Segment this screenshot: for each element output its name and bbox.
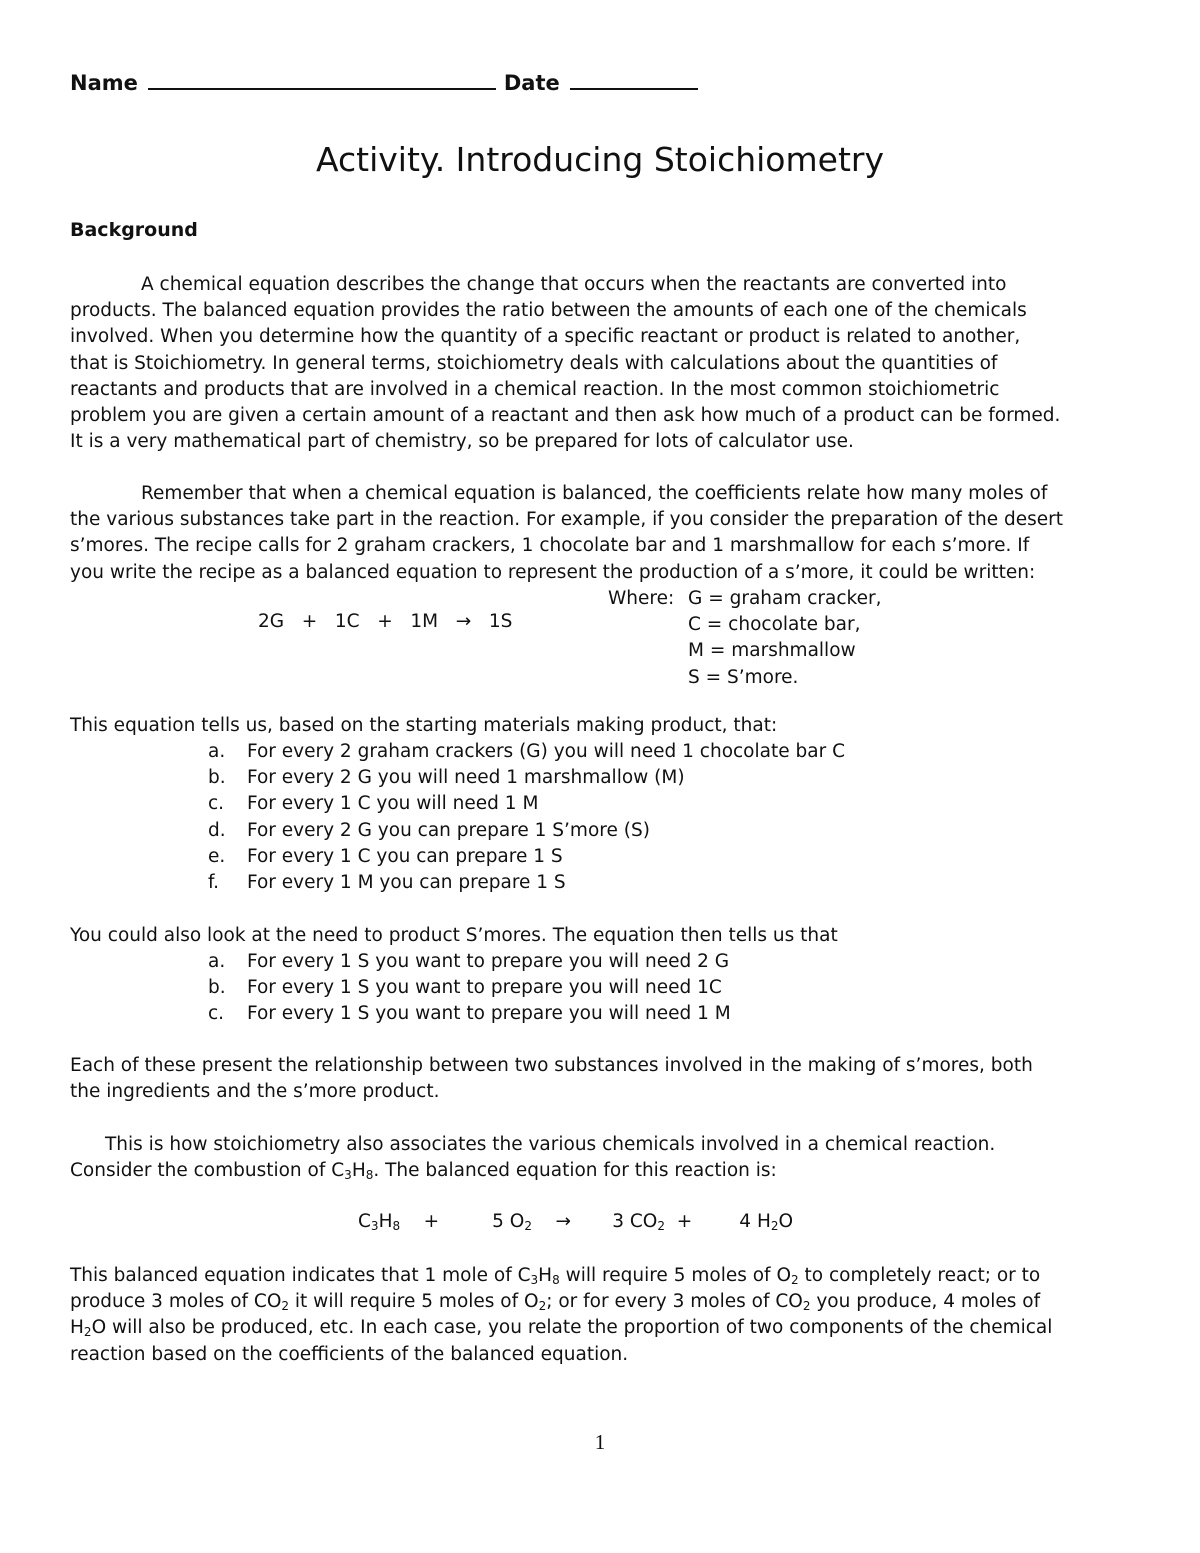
formula-o2: 5 $O_2$	[492, 1211, 532, 1233]
list-item: e. For every 1 C you can prepare 1 S	[208, 845, 563, 867]
date-label: Date	[503, 71, 560, 95]
text-line: A chemical equation describes the change that occurs when the reactants are converted into	[141, 274, 1007, 295]
list-item: c. For every 1 C you will need 1 M	[208, 793, 539, 815]
text-line: the various substances take part in the reaction. For example, if you consider the preparation of the desert	[70, 509, 1064, 531]
formula-c3h8: $C_3H_8$	[358, 1211, 401, 1233]
page-number: 1	[594, 1430, 606, 1454]
list-item: f. For every 1 M you can prepare 1 S	[208, 872, 566, 894]
text-line: that is Stoichiometry. In general terms, stoichiometry deals with calculations about the quantities of	[70, 352, 998, 374]
list-item: b. For every 1 S you want to prepare you will need 1C	[208, 977, 722, 999]
paragraph-smores-example	[70, 481, 1135, 586]
text-line: It is a very mathematical part of chemistry, so be prepared for lots of calculator use.	[70, 431, 854, 453]
paragraph-combustion-intro	[70, 1132, 1135, 1184]
text-line: This is how stoichiometry also associates the various chemicals involved in a chemical reaction.	[105, 1134, 996, 1155]
definition-item: S = S’more.	[688, 666, 799, 688]
section-heading-background: Background	[70, 219, 198, 241]
list-product-ratios	[208, 949, 731, 1028]
list-ingredient-ratios	[208, 739, 845, 896]
text-line: you write the recipe as a balanced equation to represent the production of a s’more, it could be written:	[70, 561, 1036, 583]
definition-item: C = chocolate bar,	[688, 614, 861, 636]
text-line: involved. When you determine how the quantity of a specific reactant or product is related to another,	[70, 326, 1021, 348]
text-line: produce 3 moles of $CO_2$ it will require 5 moles of $O_2$; or for every 3 moles of $CO_2$ you produce, 4 moles of	[70, 1291, 1041, 1314]
definition-item: M = marshmallow	[688, 640, 856, 662]
list-item: b. For every 2 G you will need 1 marshmallow (M)	[208, 767, 685, 789]
combustion-equation: $C_3H_8$ + 5 $O_2$ → 3 $CO_2$ + 4 $H_2O$	[358, 1211, 794, 1233]
text-line: s’mores. The recipe calls for 2 graham crackers, 1 chocolate bar and 1 marshmallow for each s’more. If	[70, 535, 1030, 557]
list1-intro: This equation tells us, based on the starting materials making product, that:	[70, 715, 778, 736]
text-line: This balanced equation indicates that 1 mole of $C_3H_8$ will require 5 moles of $O_2$ to completely react; or to	[70, 1265, 1041, 1287]
text-line: reactants and products that are involved in a chemical reaction. In the most common stoichiometric	[70, 378, 1000, 400]
smore-equation: 2G + 1C + 1M → 1S	[258, 611, 513, 632]
where-label: Where:	[608, 588, 675, 609]
text-line: products. The balanced equation provides the ratio between the amounts of each one of the chemicals	[70, 300, 1027, 322]
name-field[interactable]	[148, 70, 496, 90]
page-title: Activity. Introducing Stoichiometry	[316, 140, 884, 179]
list-item: a. For every 2 graham crackers (G) you will need 1 chocolate bar C	[208, 741, 845, 762]
list-item: a. For every 1 S you want to prepare you will need 2 G	[208, 951, 730, 972]
text-line: problem you are given a certain amount of a reactant and then ask how much of a product can be formed.	[70, 405, 1061, 427]
name-date-header	[70, 70, 706, 95]
text-line: the ingredients and the s’more product.	[70, 1081, 440, 1103]
name-label: Name	[70, 71, 138, 95]
text-line: Remember that when a chemical equation is balanced, the coefficients relate how many moles of	[141, 483, 1048, 504]
list-item: d. For every 2 G you can prepare 1 S’more (S)	[208, 819, 650, 841]
date-field[interactable]	[570, 70, 698, 90]
text-line: Consider the combustion of $C_3H_8$. The balanced equation for this reaction is:	[70, 1160, 777, 1183]
paragraph-combustion-explanation	[70, 1263, 1135, 1368]
list-item: c. For every 1 S you want to prepare you will need 1 M	[208, 1003, 731, 1025]
paragraph-intro	[70, 272, 1135, 455]
definition-item: G = graham cracker,	[688, 588, 882, 609]
list2-intro: You could also look at the need to product S’mores. The equation then tells us that	[70, 925, 838, 946]
equation-definitions	[608, 586, 881, 691]
paragraph-relationships	[70, 1053, 1135, 1105]
arrow-icon: →	[555, 1211, 572, 1232]
formula-h2o: 4 $H_2O$	[739, 1211, 794, 1233]
text-line: Each of these present the relationship between two substances involved in the making of s’mores, both	[70, 1055, 1033, 1076]
text-line: $H_2O$ will also be produced, etc. In each case, you relate the proportion of two components of the chemical	[70, 1317, 1053, 1340]
text-line: reaction based on the coefficients of the balanced equation.	[70, 1343, 629, 1365]
formula-co2: 3 $CO_2$	[612, 1211, 665, 1233]
